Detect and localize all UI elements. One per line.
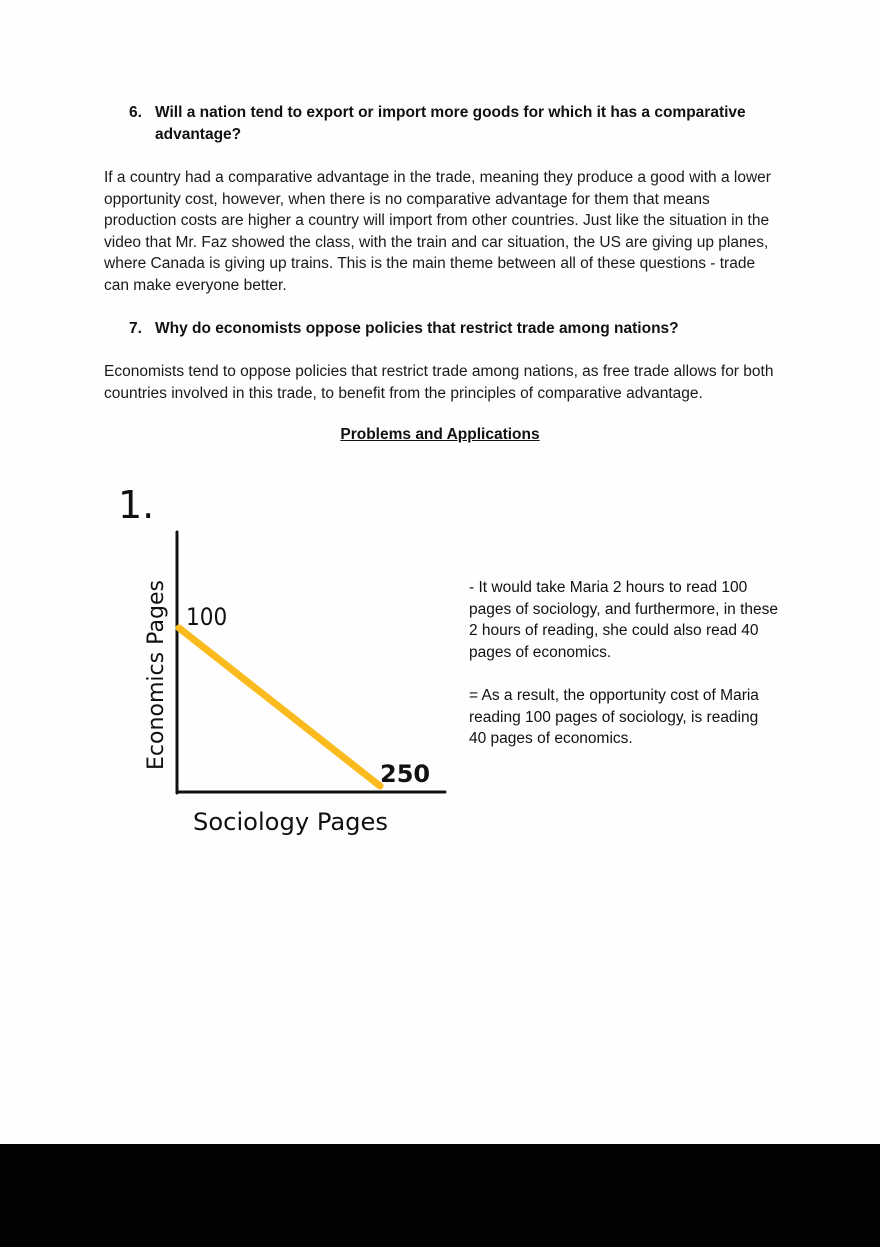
question-6 <box>129 102 775 145</box>
problem-number: 1. <box>118 483 155 527</box>
answer-7: Economists tend to oppose policies that restrict trade among nations, as free trade allows for both countries involved in this trade, to benefit from the principles of comparative advantage. <box>104 363 774 402</box>
question-number: 7. <box>129 320 142 337</box>
question-text: Will a nation tend to export or import more goods for which it has a comparative advantage? <box>155 104 746 143</box>
bottom-black-bar <box>0 1144 880 1247</box>
y-axis-label: Economics Pages <box>144 580 169 770</box>
question-7 <box>129 318 775 340</box>
y-intercept-label: 100 <box>186 603 228 631</box>
explanation-line-2: = As a result, the opportunity cost of Maria reading 100 pages of sociology, is reading 40 pages of economics. <box>469 686 759 748</box>
x-intercept-label: 250 <box>380 760 431 788</box>
explanation-line-1: - It would take Maria 2 hours to read 100 pages of sociology, and furthermore, in these 2 hours of reading, she could also read 40 pages of economics. <box>469 579 779 661</box>
answer-6: If a country had a comparative advantage in the trade, meaning they produce a good with a lower opportunity cost, however, when there is no comparative advantage for them that means production costs are higher a country will import from other countries. Just like the situation in the video that Mr. Faz showed the class, with the train and car situation, the US are giving up planes, where Canada is giving up trains. This is the main theme between all of these questions - trade can make everyone better. <box>104 169 771 294</box>
x-axis-label: Sociology Pages <box>193 808 388 836</box>
problem-1-explanation <box>469 577 779 771</box>
ppf-chart <box>100 470 460 860</box>
section-heading <box>0 426 880 444</box>
section-title: Problems and Applications <box>340 426 540 443</box>
ppf-line <box>179 628 380 786</box>
question-text: Why do economists oppose policies that restrict trade among nations? <box>155 320 679 337</box>
question-number: 6. <box>129 104 142 121</box>
